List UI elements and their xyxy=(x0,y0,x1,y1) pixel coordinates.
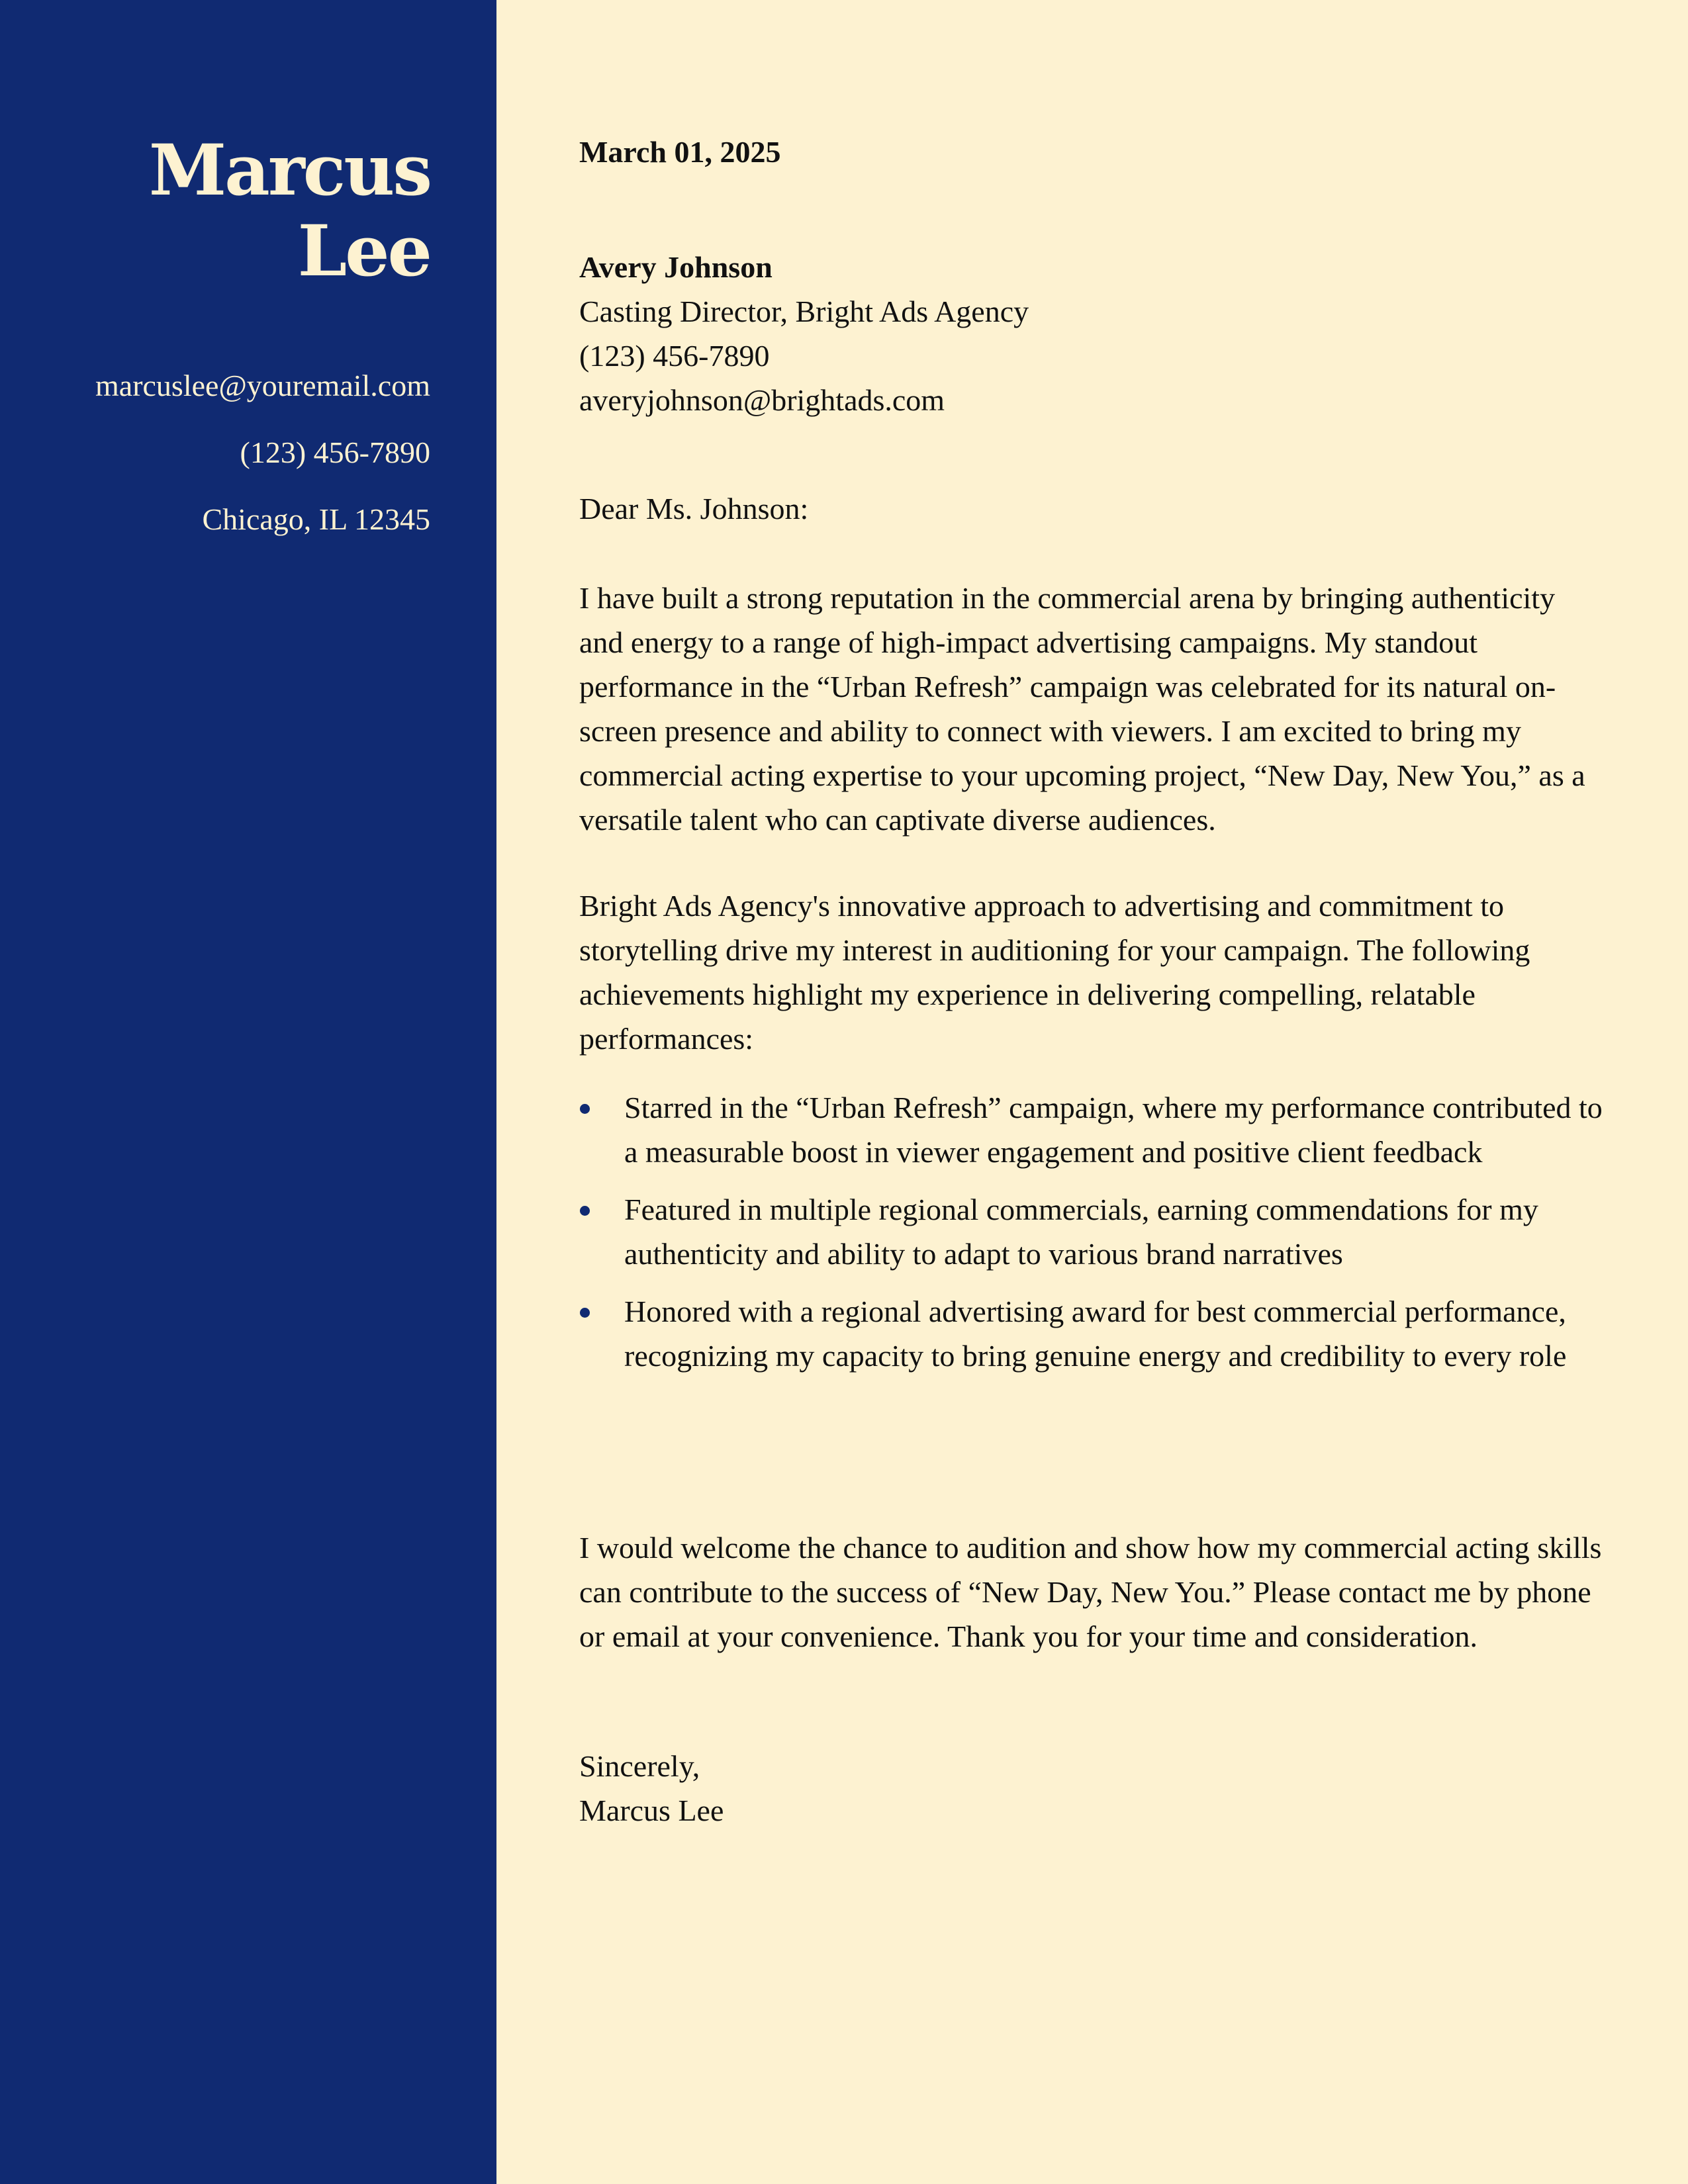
sender-name xyxy=(20,130,430,291)
list-item xyxy=(579,1187,1605,1276)
sender-last-name: Lee xyxy=(297,209,430,292)
closing-phrase: Sincerely, xyxy=(579,1749,700,1783)
sender-first-name: Marcus xyxy=(148,128,430,211)
achievement-text: Honored with a regional advertising award for best commercial performance, recognizing my capacity to bring genuine energy and credibility to every role xyxy=(624,1295,1567,1373)
recipient-block xyxy=(579,245,1612,422)
letter-date: March 01, 2025 xyxy=(579,135,781,169)
paragraph-interest: Bright Ads Agency's innovative approach to advertising and commitment to storytelling drive my interest in auditioning for your campaign. The following achievements highlight my experience in delivering compelling, relatable performances: xyxy=(579,889,1530,1056)
recipient-title: Casting Director, Bright Ads Agency xyxy=(579,295,1029,328)
achievement-text: Featured in multiple regional commercials, earning commendations for my authenticity and ability to adapt to various brand narratives xyxy=(624,1193,1538,1271)
achievements-list xyxy=(579,1085,1605,1391)
achievement-text: Starred in the “Urban Refresh” campaign, where my performance contributed to a measurable boost in viewer engagement and positive client feedback xyxy=(624,1091,1603,1169)
bullet-dot-icon xyxy=(580,1308,590,1318)
recipient-name: Avery Johnson xyxy=(579,250,773,284)
salutation: Dear Ms. Johnson: xyxy=(579,492,809,525)
bullet-dot-icon xyxy=(580,1206,590,1216)
signature: Marcus Lee xyxy=(579,1794,724,1827)
sender-phone: (123) 456-7890 xyxy=(240,435,430,469)
recipient-phone: (123) 456-7890 xyxy=(579,339,770,373)
sign-off xyxy=(579,1744,724,1833)
paragraph-closing: I would welcome the chance to audition and show how my commercial acting skills can contribute to the success of “New Day, New You.” Please contact me by phone or email at your convenience. Thank you for your time and consideration. xyxy=(579,1531,1602,1653)
list-item xyxy=(579,1289,1605,1378)
recipient-email: averyjohnson@brightads.com xyxy=(579,383,945,417)
paragraph-intro: I have built a strong reputation in the commercial arena by bringing authenticity and energy to a range of high-impact advertising campaigns. My standout performance in the “Urban Refresh” campaign was celebrated for its natural on-screen presence and ability to connect with viewers. I am excited to bring my commercial acting expertise to your upcoming project, “New Day, New You,” as a versatile talent who can captivate diverse audiences. xyxy=(579,581,1585,837)
sender-email: marcuslee@youremail.com xyxy=(95,369,430,402)
bullet-dot-icon xyxy=(580,1104,590,1114)
sender-location: Chicago, IL 12345 xyxy=(202,502,430,536)
sidebar xyxy=(0,0,496,2184)
list-item xyxy=(579,1085,1605,1174)
